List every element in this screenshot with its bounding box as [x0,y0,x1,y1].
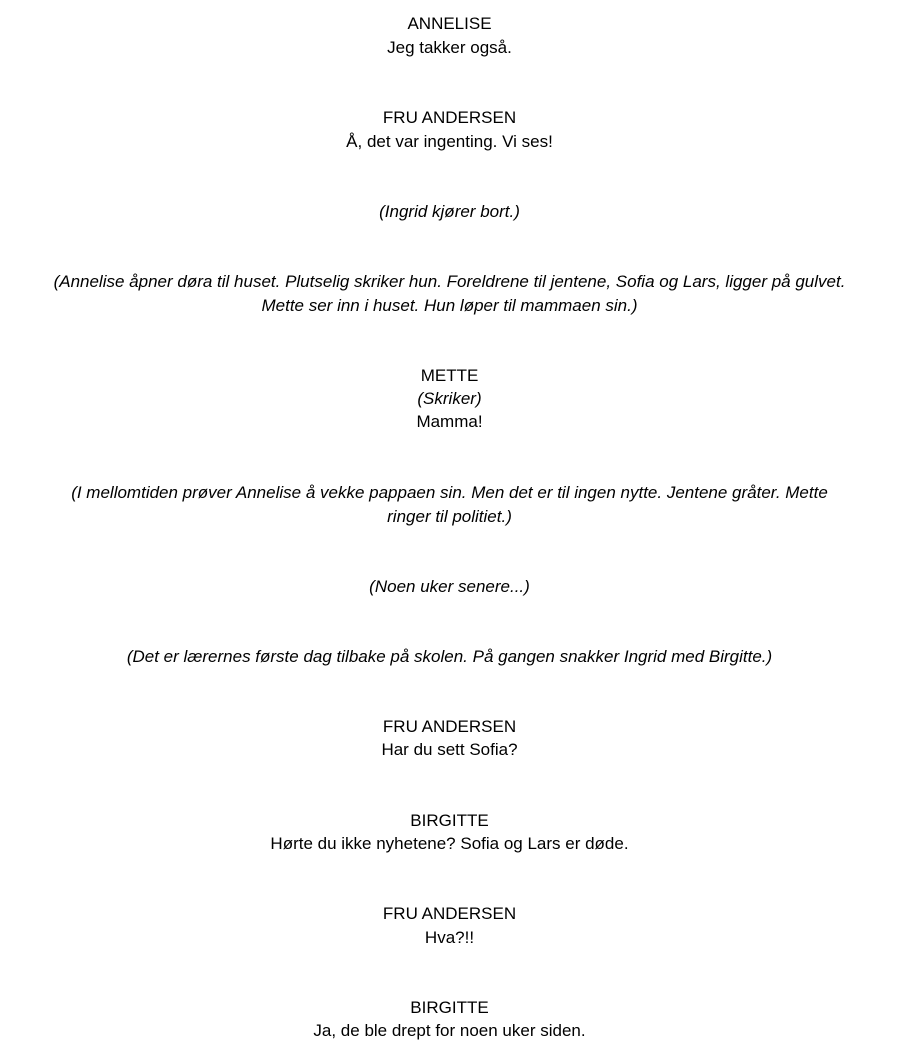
dialogue-line: Har du sett Sofia? [381,740,518,759]
dialogue-line: Hva?!! [424,928,475,947]
dialogue-line: Mamma! [416,412,483,431]
dialogue-line: Å, det var ingenting. Vi ses! [346,132,553,151]
stage-direction: Mette ser inn i huset. Hun løper til mammaen sin.) [261,296,638,315]
dialogue-line: Hørte du ikke nyhetene? Sofia og Lars er døde. [270,834,629,853]
stage-direction: (Annelise åpner døra til huset. Plutselig skriker hun. Foreldrene til jentene, Sofia og Lars, ligger på gulvet. [53,272,846,291]
character-name: FRU ANDERSEN [382,108,517,127]
parenthetical: (Skriker) [417,389,482,408]
character-name: BIRGITTE [410,998,489,1017]
stage-direction: (Det er lærernes første dag tilbake på skolen. På gangen snakker Ingrid med Birgitte.) [126,647,773,666]
dialogue-line: Ja, de ble drept for noen uker siden. [313,1021,586,1040]
character-name: FRU ANDERSEN [382,717,517,736]
stage-direction: (I mellomtiden prøver Annelise å vekke pappaen sin. Men det er til ingen nytte. Jentene gråter. Mette [71,483,828,502]
character-name: BIRGITTE [410,811,489,830]
stage-direction: (Noen uker senere...) [369,577,530,596]
character-name: FRU ANDERSEN [382,904,517,923]
character-name: METTE [420,366,479,385]
stage-direction: (Ingrid kjører bort.) [379,202,520,221]
dialogue-line: Jeg takker også. [387,38,512,57]
stage-direction: ringer til politiet.) [387,507,512,526]
character-name: ANNELISE [407,14,492,33]
